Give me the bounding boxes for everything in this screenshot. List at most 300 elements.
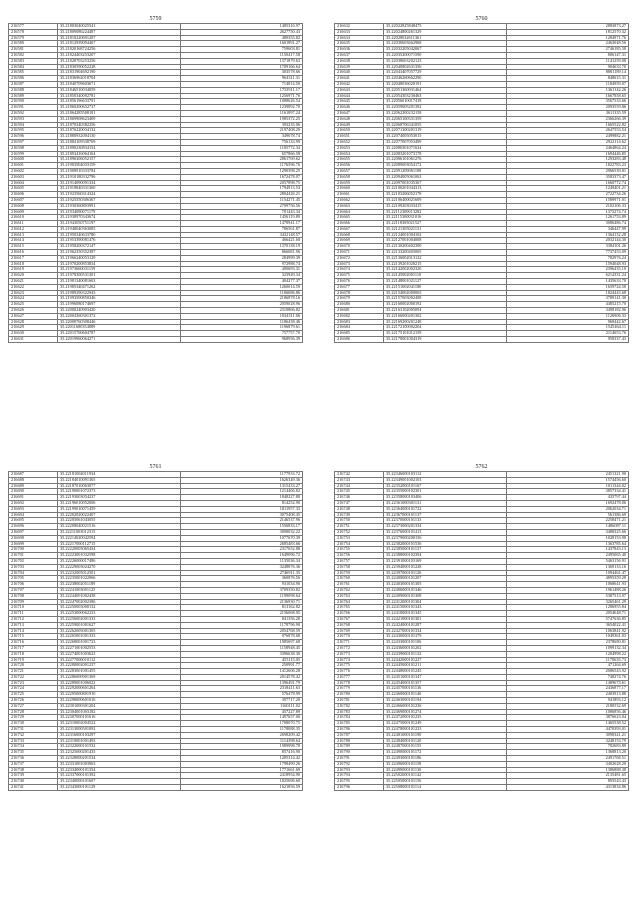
row-value-cell: 1260014.59 — [181, 284, 303, 290]
row-id-cell: 216763 — [335, 593, 384, 599]
row-id-cell: 216769 — [335, 628, 384, 634]
row-id-cell: 216631 — [9, 337, 58, 343]
row-coordinate-cell: 35.22229003024270 — [58, 564, 181, 570]
row-value-cell: 848615.31 — [507, 76, 629, 82]
row-id-cell: 216604 — [9, 180, 58, 186]
row-id-cell: 216786 — [335, 727, 384, 733]
row-id-cell: 216776 — [335, 669, 384, 675]
row-id-cell: 216618 — [9, 261, 58, 267]
row-coordinate-cell: 35.22334000101354 — [58, 767, 181, 773]
row-coordinate-cell: 35.21958200372147 — [58, 244, 181, 250]
row-value-cell: 1011344.02 — [507, 483, 629, 489]
row-value-cell: 2746185.58 — [507, 47, 629, 53]
row-coordinate-cell: 35.21820168724256 — [58, 47, 181, 53]
row-coordinate-cell: 35.21856196633791 — [58, 99, 181, 105]
row-id-cell: 216607 — [9, 197, 58, 203]
row-value-cell: 1239892.70 — [181, 105, 303, 111]
row-value-cell: 349678.74 — [181, 134, 303, 140]
row-value-cell: 1489673.61 — [507, 680, 629, 686]
row-value-cell: 3857334.41 — [507, 489, 629, 495]
row-id-cell: 216591 — [9, 105, 58, 111]
row-id-cell: 216764 — [335, 599, 384, 605]
row-id-cell: 216626 — [9, 308, 58, 314]
row-value-cell: 2310866.82 — [181, 308, 303, 314]
row-value-cell: 1088626.54 — [181, 99, 303, 105]
row-value-cell: 1456119.89 — [181, 215, 303, 221]
row-coordinate-cell: 35.22310002004522 — [58, 721, 181, 727]
row-coordinate-cell: 35.21925550306367 — [58, 197, 181, 203]
row-coordinate-cell: 35.22154002000065 — [384, 290, 507, 296]
row-coordinate-cell: 35.22253000062233 — [58, 611, 181, 617]
row-id-cell: 216588 — [9, 87, 58, 93]
row-value-cell: 1068641.93 — [507, 582, 629, 588]
row-coordinate-cell: 35.22505000101156 — [384, 779, 507, 785]
row-value-cell: 2146537.96 — [181, 518, 303, 524]
row-coordinate-cell: 35.22089003054172 — [384, 163, 507, 169]
row-id-cell: 216717 — [9, 645, 58, 651]
row-id-cell: 216681 — [335, 308, 384, 314]
row-value-cell: 1485316.97 — [181, 24, 303, 30]
row-coordinate-cell: 35.22322000101532 — [58, 744, 181, 750]
table-body — [9, 24, 303, 343]
row-id-cell: 216711 — [9, 611, 58, 617]
row-coordinate-cell: 35.22358000103406 — [384, 495, 507, 501]
row-coordinate-cell: 35.22493000101186 — [384, 756, 507, 762]
row-id-cell: 216638 — [335, 58, 384, 64]
row-coordinate-cell: 35.21923560314324 — [58, 192, 181, 198]
row-id-cell: 216692 — [9, 500, 58, 506]
row-coordinate-cell: 35.22172100002204 — [384, 325, 507, 331]
row-value-cell: 6214331.24 — [507, 273, 629, 279]
row-id-cell: 216617 — [9, 255, 58, 261]
row-value-cell: 759603.81 — [181, 47, 303, 53]
row-coordinate-cell: 35.21893416064164 — [58, 151, 181, 157]
row-id-cell: 216789 — [335, 744, 384, 750]
row-value-cell: 748274.76 — [507, 674, 629, 680]
row-coordinate-cell: 35.21934090071179 — [58, 209, 181, 215]
row-id-cell: 216750 — [335, 518, 384, 524]
row-id-cell: 216762 — [335, 587, 384, 593]
row-coordinate-cell: 35.22454000101357 — [384, 680, 507, 686]
row-coordinate-cell: 35.22355000102301 — [384, 489, 507, 495]
row-coordinate-cell: 35.22094005061063 — [384, 174, 507, 180]
row-coordinate-cell: 35.22077007053499 — [384, 139, 507, 145]
row-coordinate-cell: 35.22196010052006 — [58, 500, 181, 506]
row-coordinate-cell: 35.22430000101379 — [384, 634, 507, 640]
row-id-cell: 216619 — [9, 267, 58, 273]
row-value-cell: 2014578.42 — [181, 674, 303, 680]
row-value-cell: 7737453.09 — [507, 250, 629, 256]
row-coordinate-cell: 35.22109203033415 — [384, 203, 507, 209]
row-id-cell: 216578 — [9, 29, 58, 35]
row-value-cell: 1497657.00 — [181, 715, 303, 721]
row-value-cell: 866681.96 — [181, 250, 303, 256]
row-value-cell: 964311.31 — [181, 76, 303, 82]
row-value-cell: 2746911.35 — [181, 570, 303, 576]
row-coordinate-cell: 35.21896306052157 — [58, 157, 181, 163]
row-coordinate-cell: 35.22220005065434 — [58, 547, 181, 553]
row-value-cell: 2883873.27 — [507, 24, 629, 30]
row-coordinate-cell: 35.22364000101722 — [384, 506, 507, 512]
row-id-cell: 216672 — [335, 255, 384, 261]
row-id-cell: 216781 — [335, 698, 384, 704]
row-value-cell: 4895359.28 — [507, 576, 629, 582]
row-id-cell: 216647 — [335, 110, 384, 116]
row-id-cell: 216668 — [335, 232, 384, 238]
row-id-cell: 216686 — [335, 337, 384, 343]
row-coordinate-cell: 35.22142002002320 — [384, 267, 507, 273]
row-coordinate-cell: 35.21860200652737 — [58, 105, 181, 111]
row-id-cell: 216613 — [9, 232, 58, 238]
row-value-cell: 1824443.68 — [507, 290, 629, 296]
row-coordinate-cell: 35.22019960064271 — [58, 337, 181, 343]
row-id-cell: 216636 — [335, 47, 384, 53]
row-id-cell: 216590 — [9, 99, 58, 105]
row-value-cell: 3402628.20 — [507, 761, 629, 767]
row-id-cell: 216656 — [335, 163, 384, 169]
row-value-cell: 1364132.28 — [507, 232, 629, 238]
row-id-cell: 216684 — [335, 325, 384, 331]
row-value-cell: 782976.24 — [507, 255, 629, 261]
row-value-cell: 1486087.11 — [507, 524, 629, 530]
table-body — [335, 24, 629, 343]
row-id-cell: 216610 — [9, 215, 58, 221]
row-id-cell: 216733 — [9, 738, 58, 744]
row-coordinate-cell: 35.21812939094467 — [58, 41, 181, 47]
row-value-cell: 1373274.74 — [507, 209, 629, 215]
row-id-cell: 216661 — [335, 192, 384, 198]
row-id-cell: 216652 — [335, 139, 384, 145]
page-panel-3 — [8, 463, 303, 791]
row-coordinate-cell: 35.21864285508181 — [58, 110, 181, 116]
row-id-cell: 216635 — [335, 41, 384, 47]
row-id-cell: 216706 — [9, 582, 58, 588]
row-value-cell: 968442.67 — [507, 319, 629, 325]
row-value-cell: 457227.89 — [181, 709, 303, 715]
row-id-cell: 216673 — [335, 261, 384, 267]
row-id-cell: 216664 — [335, 209, 384, 215]
row-value-cell: 1184959.07 — [507, 81, 629, 87]
row-id-cell: 216787 — [335, 732, 384, 738]
row-value-cell: 1135036.34 — [181, 558, 303, 564]
row-id-cell: 216784 — [335, 715, 384, 721]
row-coordinate-cell: 35.22391000103169 — [384, 558, 507, 564]
row-value-cell: 1077670.39 — [181, 535, 303, 541]
row-id-cell: 216644 — [335, 93, 384, 99]
row-value-cell: 968956.39 — [181, 337, 303, 343]
row-id-cell: 216586 — [9, 76, 58, 82]
row-coordinate-cell: 35.22412000101304 — [384, 599, 507, 605]
row-value-cell: 2186878.16 — [181, 296, 303, 302]
row-id-cell: 216723 — [9, 680, 58, 686]
row-id-cell: 216602 — [9, 168, 58, 174]
row-coordinate-cell: 35.22011680354889 — [58, 325, 181, 331]
row-value-cell: 2685483.66 — [181, 541, 303, 547]
row-id-cell: 216720 — [9, 663, 58, 669]
row-value-cell: 2436877.17 — [507, 686, 629, 692]
row-id-cell: 216670 — [335, 244, 384, 250]
page-panel-4 — [334, 463, 629, 791]
row-coordinate-cell: 35.21850340092781 — [58, 93, 181, 99]
row-coordinate-cell: 35.21836962018704 — [58, 76, 181, 82]
row-coordinate-cell: 35.22376000101413 — [384, 529, 507, 535]
row-id-cell: 216765 — [335, 605, 384, 611]
row-id-cell: 216722 — [9, 674, 58, 680]
row-value-cell: 1099132.34 — [507, 645, 629, 651]
row-value-cell: 1985697.68 — [181, 640, 303, 646]
row-value-cell: 1961488.26 — [507, 587, 629, 593]
row-id-cell: 216757 — [335, 558, 384, 564]
row-value-cell: 1794913.53 — [181, 186, 303, 192]
row-value-cell: 1825696.60 — [181, 779, 303, 785]
row-id-cell: 216703 — [9, 564, 58, 570]
row-id-cell: 216709 — [9, 599, 58, 605]
row-value-cell: 5463156.91 — [507, 558, 629, 564]
row-id-cell: 216726 — [9, 698, 58, 704]
row-value-cell: 1363785.64 — [507, 541, 629, 547]
row-coordinate-cell: 35.21890230834154 — [58, 145, 181, 151]
row-id-cell: 216771 — [335, 640, 384, 646]
row-id-cell: 216716 — [9, 640, 58, 646]
row-id-cell: 216634 — [335, 35, 384, 41]
row-coordinate-cell: 35.22337000101392 — [58, 773, 181, 779]
row-coordinate-cell: 35.21903504033159 — [58, 163, 181, 169]
row-id-cell: 216608 — [9, 203, 58, 209]
row-id-cell: 216640 — [335, 70, 384, 76]
row-value-cell: 1659724.58 — [507, 284, 629, 290]
row-coordinate-cell: 35.22250003000132 — [58, 605, 181, 611]
row-id-cell: 216699 — [9, 541, 58, 547]
row-id-cell: 216768 — [335, 622, 384, 628]
row-coordinate-cell: 35.22508000101114 — [384, 785, 507, 791]
row-id-cell: 216719 — [9, 657, 58, 663]
row-value-cell: 1692478.06 — [507, 500, 629, 506]
row-coordinate-cell: 35.22331001003963 — [58, 761, 181, 767]
row-id-cell: 216633 — [335, 29, 384, 35]
row-id-cell: 216721 — [9, 669, 58, 675]
row-coordinate-cell: 35.22151002041180 — [384, 284, 507, 290]
row-coordinate-cell: 35.22199010071459 — [58, 506, 181, 512]
row-id-cell: 216609 — [9, 209, 58, 215]
row-value-cell: 806147.31 — [507, 52, 629, 58]
row-coordinate-cell: 35.21830590052228 — [58, 64, 181, 70]
row-coordinate-cell: 35.21989290322943 — [58, 290, 181, 296]
row-value-cell: 4470393.01 — [507, 727, 629, 733]
row-id-cell: 216666 — [335, 221, 384, 227]
row-id-cell: 216731 — [9, 727, 58, 733]
row-coordinate-cell: 35.22271001002553 — [58, 645, 181, 651]
row-value-cell: 1160111.02 — [181, 703, 303, 709]
row-coordinate-cell: 35.21985340471262 — [58, 284, 181, 290]
row-value-cell: 323949.34 — [181, 273, 303, 279]
row-value-cell: 1094461.47 — [507, 570, 629, 576]
row-coordinate-cell: 35.22232005012501 — [58, 570, 181, 576]
row-value-cell: 1371879.63 — [181, 58, 303, 64]
row-coordinate-cell: 35.21870340382256 — [58, 122, 181, 128]
row-coordinate-cell: 35.22346000103112 — [384, 472, 507, 478]
row-value-cell: 2495065.40 — [507, 553, 629, 559]
row-value-cell: 1465538.52 — [507, 721, 629, 727]
row-id-cell: 216766 — [335, 611, 384, 617]
row-id-cell: 216782 — [335, 703, 384, 709]
row-value-cell: 400693.31 — [181, 267, 303, 273]
row-value-cell: 8881189.14 — [507, 70, 629, 76]
row-coordinate-cell: 35.21803040025541 — [58, 24, 181, 30]
row-id-cell: 216682 — [335, 313, 384, 319]
row-id-cell: 216655 — [335, 157, 384, 163]
row-id-cell: 216596 — [9, 134, 58, 140]
row-coordinate-cell: 35.22112300013282 — [384, 209, 507, 215]
row-id-cell: 216667 — [335, 226, 384, 232]
row-id-cell: 216738 — [9, 767, 58, 773]
row-id-cell: 216714 — [9, 628, 58, 634]
data-table — [334, 23, 629, 343]
row-id-cell: 216791 — [335, 756, 384, 762]
row-coordinate-cell: 35.22145002001110 — [384, 273, 507, 279]
row-value-cell: 2366266.39 — [507, 116, 629, 122]
row-id-cell: 216582 — [9, 52, 58, 58]
row-id-cell: 216674 — [335, 267, 384, 273]
row-coordinate-cell: 35.21831904692190 — [58, 70, 181, 76]
row-coordinate-cell: 35.22472000101235 — [384, 715, 507, 721]
row-value-cell: 2396435.10 — [507, 267, 629, 273]
row-value-cell: 1199098.64 — [181, 593, 303, 599]
row-value-cell: 1589971.01 — [507, 197, 629, 203]
row-coordinate-cell: 35.22316000103297 — [58, 732, 181, 738]
row-coordinate-cell: 35.22217000112715 — [58, 541, 181, 547]
row-value-cell: 1086856.46 — [507, 709, 629, 715]
row-coordinate-cell: 35.22427000101334 — [384, 628, 507, 634]
row-id-cell: 216614 — [9, 238, 58, 244]
row-value-cell: 1214466.82 — [181, 489, 303, 495]
row-value-cell: 2258471.21 — [507, 518, 629, 524]
row-coordinate-cell: 35.22214020042594 — [58, 535, 181, 541]
table-row — [9, 337, 303, 343]
row-id-cell: 216707 — [9, 587, 58, 593]
row-id-cell: 216630 — [9, 331, 58, 337]
row-value-cell: 3876623.04 — [507, 715, 629, 721]
row-value-cell: 2698209.42 — [181, 732, 303, 738]
row-coordinate-cell: 35.22460000101146 — [384, 692, 507, 698]
row-id-cell: 216773 — [335, 651, 384, 657]
row-coordinate-cell: 35.22325000201435 — [58, 750, 181, 756]
row-coordinate-cell: 35.22054303230463 — [384, 93, 507, 99]
row-id-cell: 216718 — [9, 651, 58, 657]
row-coordinate-cell: 35.22004360301372 — [58, 313, 181, 319]
row-id-cell: 216587 — [9, 81, 58, 87]
row-value-cell: 2463048.56 — [507, 41, 629, 47]
row-value-cell: 2966539.81 — [507, 168, 629, 174]
row-coordinate-cell: 35.22130200402390 — [384, 244, 507, 250]
row-coordinate-cell: 35.21828703253256 — [58, 58, 181, 64]
row-value-cell: 1185772.34 — [181, 145, 303, 151]
row-value-cell: 1170635.73 — [507, 657, 629, 663]
row-value-cell: 1196879.61 — [181, 325, 303, 331]
row-id-cell: 216629 — [9, 325, 58, 331]
row-id-cell: 216651 — [335, 134, 384, 140]
row-coordinate-cell: 35.22256002001333 — [58, 616, 181, 622]
row-value-cell: 958337.43 — [507, 337, 629, 343]
row-value-cell: 1286955.84 — [507, 605, 629, 611]
row-value-cell: 2922114.62 — [507, 139, 629, 145]
row-coordinate-cell: 35.21966240053129 — [58, 255, 181, 261]
row-id-cell: 216735 — [9, 750, 58, 756]
row-value-cell: 1261753.89 — [507, 215, 629, 221]
row-id-cell: 216708 — [9, 593, 58, 599]
row-coordinate-cell: 35.22283001001455 — [58, 669, 181, 675]
row-coordinate-cell: 35.22385000101137 — [384, 547, 507, 553]
row-coordinate-cell: 35.22367000101137 — [384, 512, 507, 518]
row-value-cell: 1285314.42 — [181, 756, 303, 762]
row-id-cell: 216783 — [335, 709, 384, 715]
row-value-cell: 455115.05 — [181, 657, 303, 663]
row-coordinate-cell: 35.22262005001305 — [58, 628, 181, 634]
row-coordinate-cell: 35.22133200403005 — [384, 250, 507, 256]
row-coordinate-cell: 35.22424000101287 — [384, 622, 507, 628]
row-value-cell: 2057898.75 — [181, 180, 303, 186]
row-id-cell: 216657 — [335, 168, 384, 174]
row-id-cell: 216741 — [9, 785, 58, 791]
row-id-cell: 216579 — [9, 35, 58, 41]
row-id-cell: 216593 — [9, 116, 58, 122]
row-value-cell: 786561.87 — [181, 226, 303, 232]
row-value-cell: 1437843.13 — [507, 547, 629, 553]
row-value-cell: 2086543.92 — [507, 669, 629, 675]
row-value-cell: 346447.99 — [507, 226, 629, 232]
table-row — [335, 337, 629, 343]
row-coordinate-cell: 35.22115300031016 — [384, 215, 507, 221]
row-id-cell: 216581 — [9, 47, 58, 53]
row-coordinate-cell: 35.22277006010112 — [58, 657, 181, 663]
row-value-cell: 1106686.86 — [181, 290, 303, 296]
row-id-cell: 216779 — [335, 686, 384, 692]
row-coordinate-cell: 35.22502000101142 — [384, 773, 507, 779]
row-coordinate-cell: 35.22451000101347 — [384, 674, 507, 680]
row-id-cell: 216680 — [335, 302, 384, 308]
row-value-cell: 1708070.75 — [181, 721, 303, 727]
row-id-cell: 216767 — [335, 616, 384, 622]
row-id-cell: 216660 — [335, 186, 384, 192]
row-value-cell: 1114398.64 — [181, 738, 303, 744]
row-coordinate-cell: 35.22178001004319 — [384, 337, 507, 343]
row-coordinate-cell: 35.21953390081476 — [58, 238, 181, 244]
row-id-cell: 216669 — [335, 238, 384, 244]
row-id-cell: 216760 — [335, 576, 384, 582]
row-coordinate-cell: 35.22106400021609 — [384, 197, 507, 203]
row-value-cell: 3611335.59 — [507, 110, 629, 116]
row-id-cell: 216620 — [9, 273, 58, 279]
row-value-cell: 1989998.78 — [181, 744, 303, 750]
row-coordinate-cell: 35.22457000101136 — [384, 686, 507, 692]
row-coordinate-cell: 35.22340000101607 — [58, 779, 181, 785]
row-value-cell: 2062034.71 — [507, 506, 629, 512]
row-coordinate-cell: 35.22394000101228 — [384, 564, 507, 570]
row-id-cell: 216671 — [335, 250, 384, 256]
row-value-cell: 2464864.24 — [507, 145, 629, 151]
row-coordinate-cell: 35.22139201020215 — [384, 261, 507, 267]
row-id-cell: 216679 — [335, 296, 384, 302]
row-value-cell: 3654022.41 — [507, 622, 629, 628]
row-value-cell: 3098032.22 — [181, 529, 303, 535]
row-id-cell: 216739 — [9, 773, 58, 779]
row-coordinate-cell: 35.22415000101343 — [384, 605, 507, 611]
row-coordinate-cell: 35.22030603662968 — [384, 41, 507, 47]
row-coordinate-cell: 35.22268001001723 — [58, 640, 181, 646]
row-value-cell: 1753911.17 — [181, 87, 303, 93]
row-id-cell: 216796 — [335, 785, 384, 791]
table-body — [9, 472, 303, 791]
row-coordinate-cell: 35.22442000101227 — [384, 657, 507, 663]
